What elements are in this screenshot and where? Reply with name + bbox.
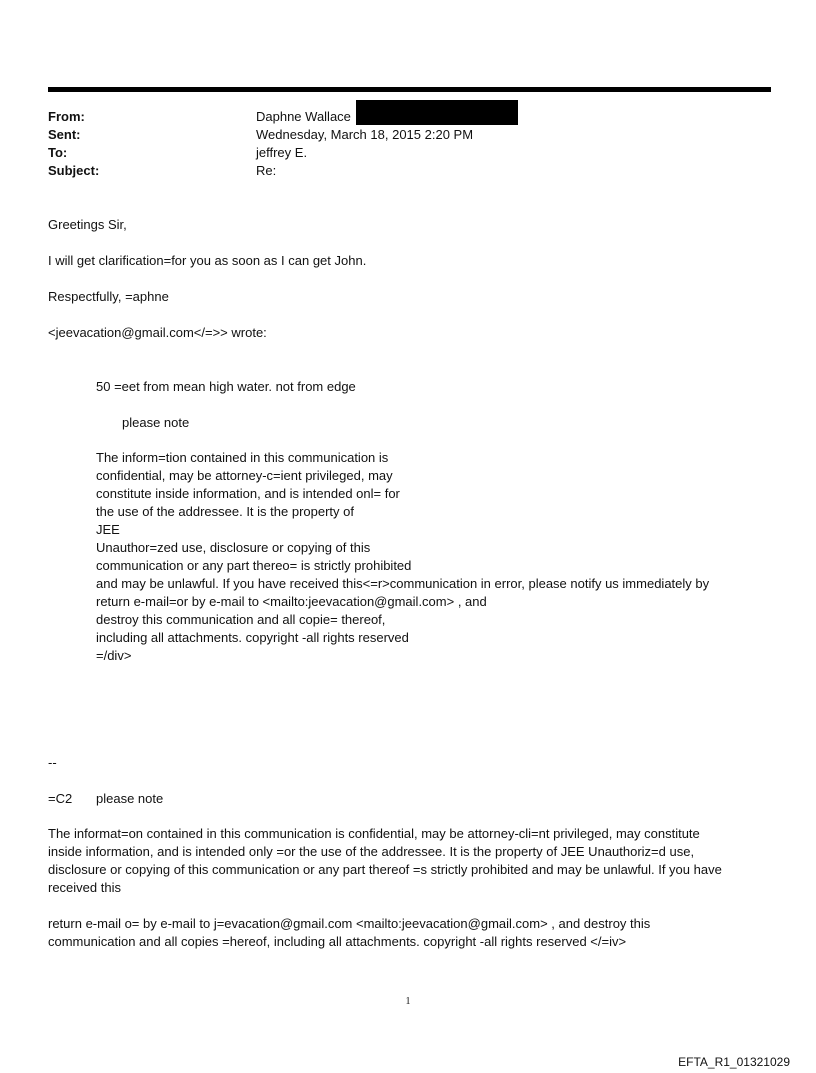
to-label: To:	[48, 145, 68, 160]
disclaimer-line: destroy this communication and all copie= thereof,	[96, 612, 386, 627]
disclaimer-line: the use of the addressee. It is the property of	[96, 504, 354, 519]
c2-code: =C2	[48, 791, 73, 806]
redaction-bar	[356, 100, 518, 125]
c2-note: please note	[96, 791, 164, 806]
disclaimer-line: return e-mail=or by e-mail to <mailto:jeevacation@gmail.com> , and	[96, 594, 487, 609]
to-value: jeffrey E.	[256, 145, 308, 160]
disclaimer-line: inside information, and is intended only =or the use of the addressee. It is the property of JEE Unauthoriz=d use,	[48, 844, 695, 859]
disclaimer-line: JEE	[96, 522, 120, 537]
bates-number: EFTA_R1_01321029	[678, 1055, 790, 1069]
disclaimer-line: =/div>	[96, 648, 132, 663]
greeting: Greetings Sir,	[48, 217, 127, 232]
footer-disclaimer	[48, 825, 722, 897]
quoted-line: 50 =eet from mean high water. not from edge	[96, 379, 356, 394]
sent-label: Sent:	[48, 127, 81, 142]
subject-label: Subject:	[48, 163, 100, 178]
sent-value: Wednesday, March 18, 2015 2:20 PM	[256, 127, 474, 142]
disclaimer-line: confidential, may be attorney-c=ient privileged, may	[96, 468, 393, 483]
quoted-disclaimer	[96, 449, 709, 665]
disclaimer-line: communication or any part thereo= is strictly prohibited	[96, 558, 412, 573]
disclaimer-line: and may be unlawful. If you have received this<=r>communication in error, please notify us immediately by	[96, 576, 710, 591]
from-value: Daphne Wallace	[256, 109, 351, 124]
disclaimer-line: The informat=on contained in this communication is confidential, may be attorney-cli=nt privileged, may constitute	[48, 826, 700, 841]
disclaimer-line: Unauthor=zed use, disclosure or copying of this	[96, 540, 371, 555]
page-number: 1	[405, 996, 411, 1007]
disclaimer-line: return e-mail o= by e-mail to j=evacation@gmail.com <mailto:jeevacation@gmail.com> , and destroy this	[48, 916, 651, 931]
signoff: Respectfully, =aphne	[48, 289, 169, 304]
quoted-note: please note	[122, 415, 190, 430]
header-rule	[48, 87, 771, 92]
disclaimer-line: disclosure or copying of this communication or any part thereof =s strictly prohibited and may be unlawful. If you have	[48, 862, 722, 877]
footer-return	[48, 915, 650, 951]
disclaimer-line: including all attachments. copyright -all rights reserved	[96, 630, 409, 645]
body-line: I will get clarification=for you as soon as I can get John.	[48, 253, 367, 268]
subject-value: Re:	[256, 163, 277, 178]
disclaimer-line: received this	[48, 880, 121, 895]
separator: --	[48, 755, 57, 770]
disclaimer-line: communication and all copies =hereof, including all attachments. copyright -all rights reserved </=iv>	[48, 934, 627, 949]
from-label: From:	[48, 109, 85, 124]
disclaimer-line: constitute inside information, and is intended onl= for	[96, 486, 400, 501]
quote-header: <jeevacation@gmail.com</=>> wrote:	[48, 325, 267, 340]
disclaimer-line: The inform=tion contained in this communication is	[96, 450, 389, 465]
